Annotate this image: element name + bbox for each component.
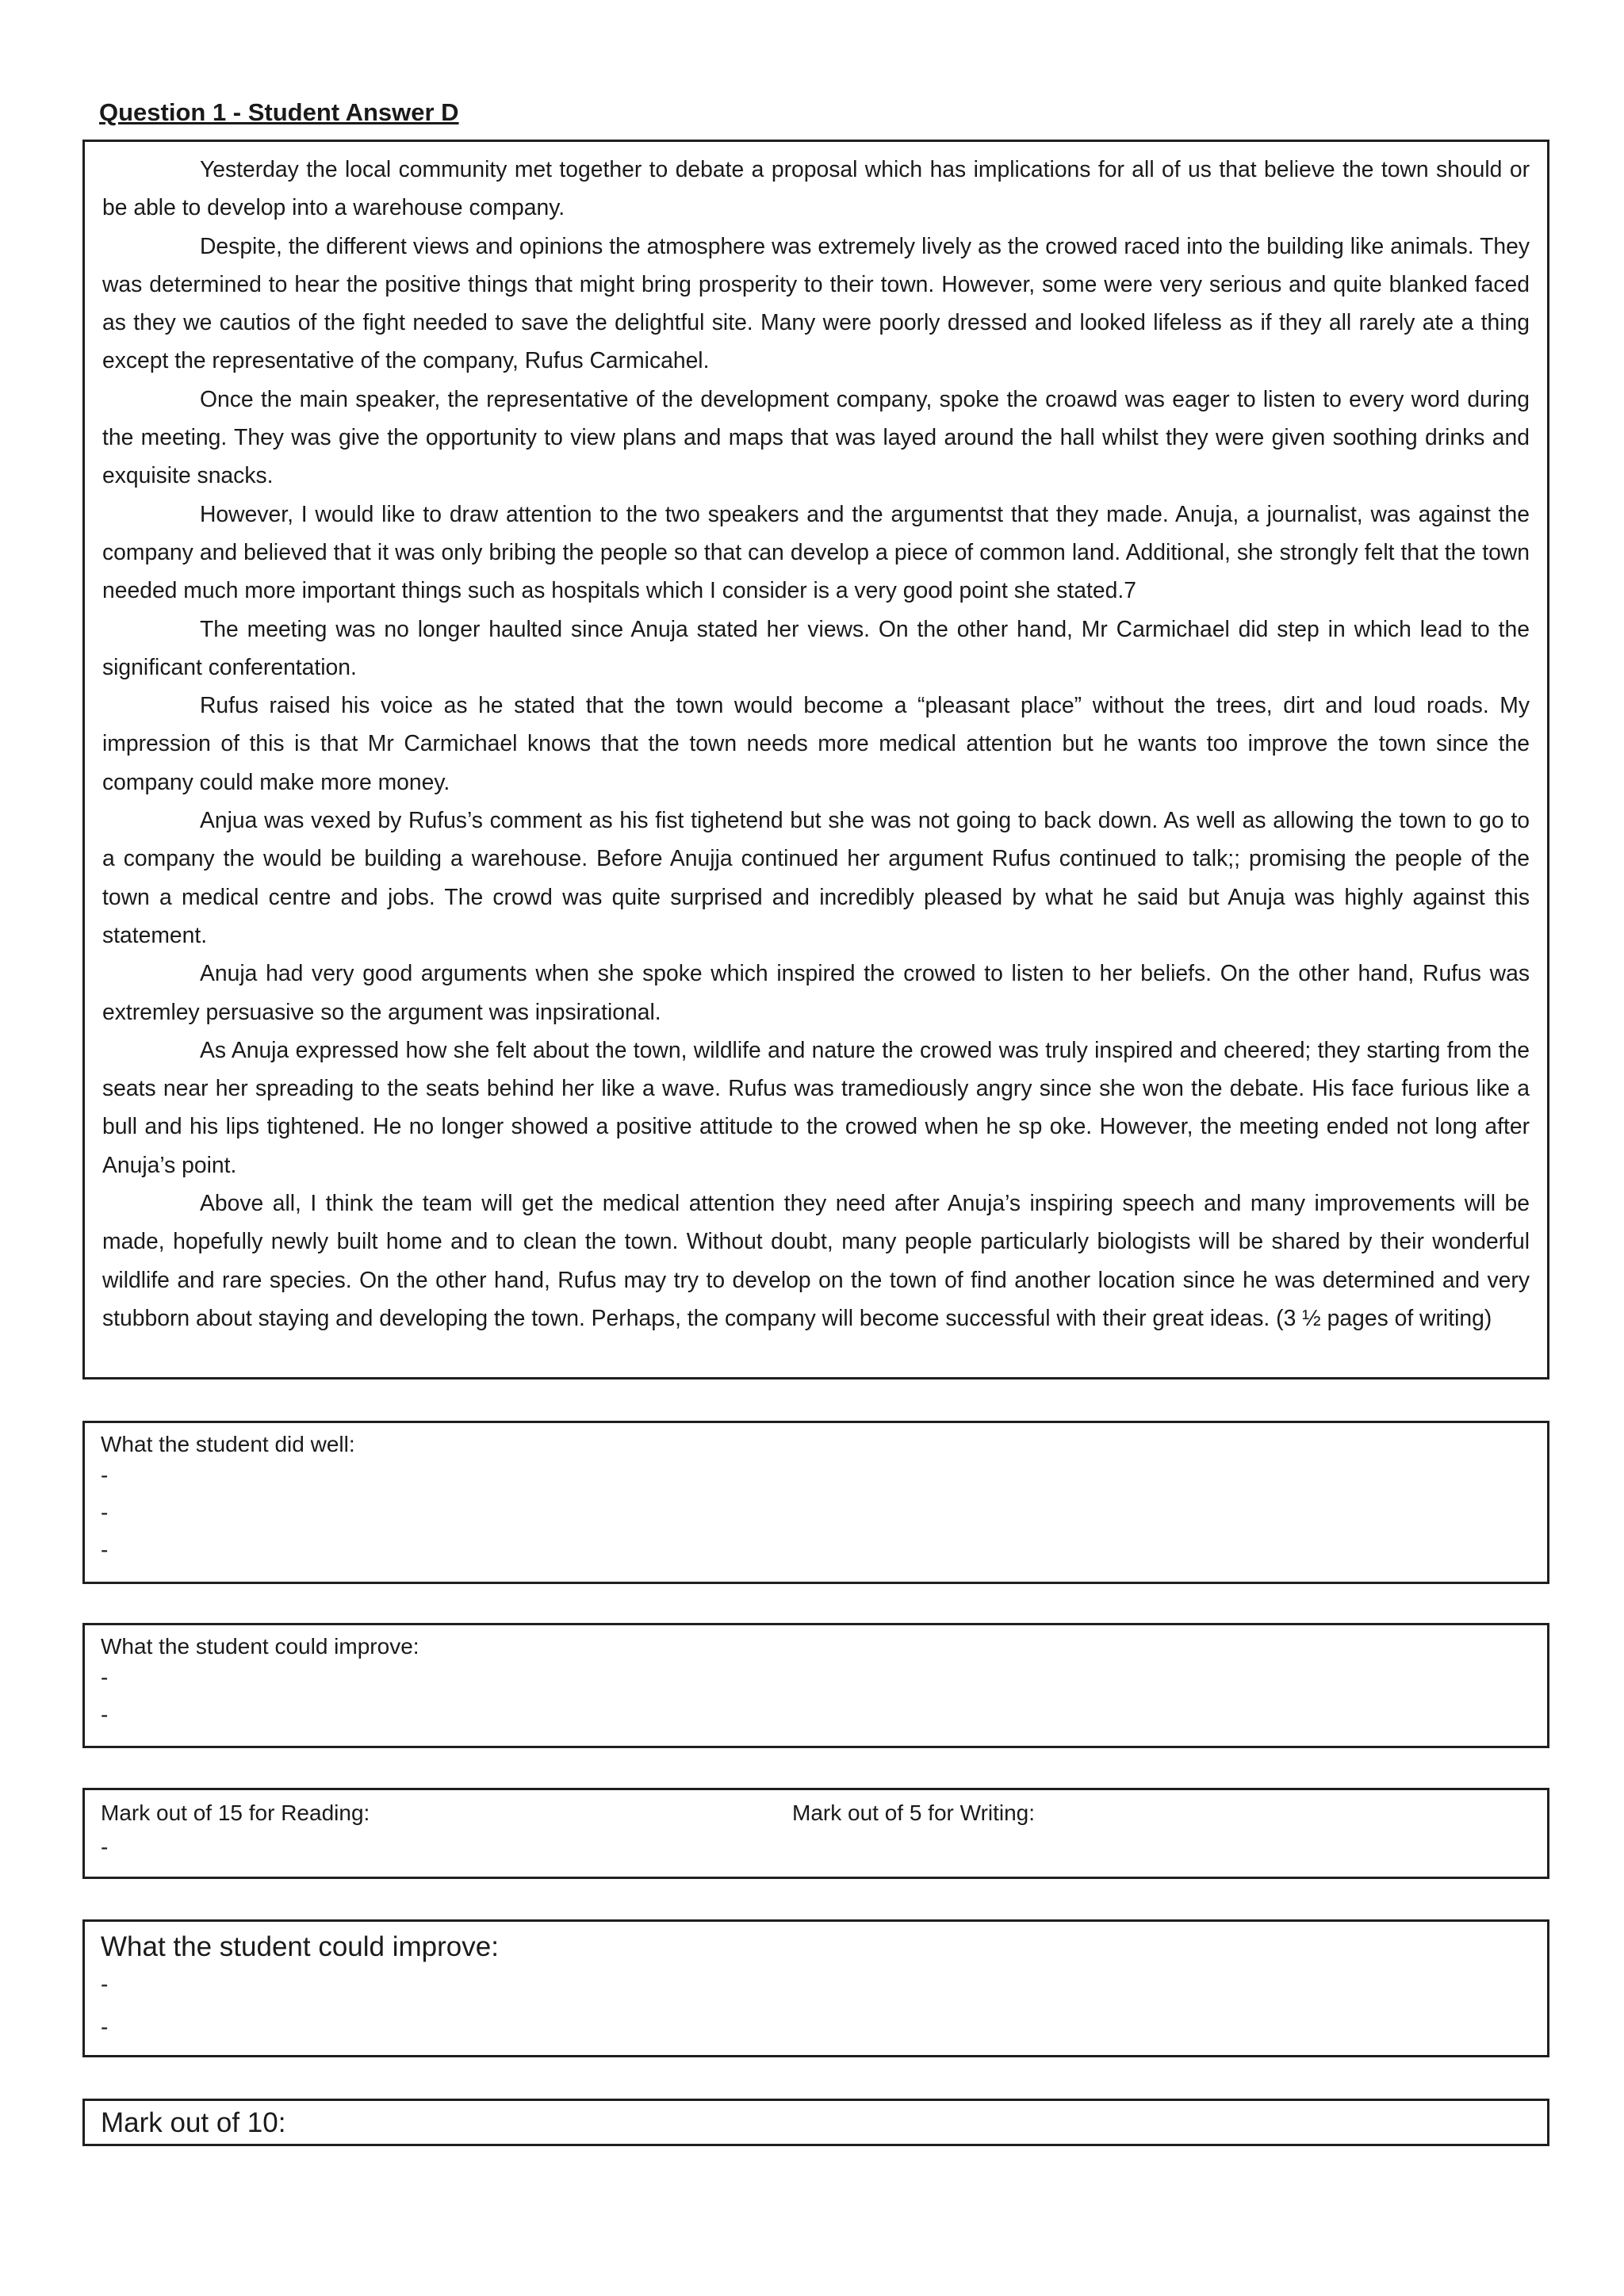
reading-mark-label: Mark out of 15 for Reading: — [101, 1800, 370, 1825]
could-improve-label: What the student could improve: — [101, 1634, 419, 1659]
essay-paragraph: Yesterday the local community met together to debate a proposal which has implications for all of us that believe the town should or be able to develop into a warehouse company. — [102, 156, 1530, 220]
writing-mark-label: Mark out of 5 for Writing: — [792, 1800, 1036, 1825]
did-well-bullet: - — [101, 1463, 109, 1487]
essay-paragraph: As Anuja expressed how she felt about the town, wildlife and nature the crowed was truly inspired and cheered; they starting from the seats near her spreading to the seats behind her like a wave. Rufus was tramediously angry since she won the debate. His face furious like a bull and his lips tightened. He no longer showed a positive attitude to the crowed when he sp oke. However, the meeting ended not long after Anuja’s point. — [102, 1036, 1530, 1177]
could-improve-bullet-2: - — [101, 2015, 109, 2039]
essay-paragraph: Anuja had very good arguments when she spoke which inspired the crowed to listen to her beliefs. On the other hand, Rufus was extremley persuasive so the argument was inpsirational. — [102, 960, 1530, 1024]
could-improve-box-2 — [82, 1919, 1549, 2057]
essay-paragraph: Once the main speaker, the representative of the development company, spoke the croawd was eager to listen to every word during the meeting. They was give the opportunity to view plans and maps that was layed around the hall whilst they were given soothing drinks and exquisite snacks. — [102, 385, 1530, 488]
page-title: Question 1 - Student Answer D — [99, 98, 459, 126]
could-improve-bullet-2: - — [101, 1972, 109, 1996]
did-well-bullet: - — [101, 1500, 109, 1525]
mark-out-of-10-label: Mark out of 10: — [101, 2107, 286, 2138]
marks-bullet: - — [101, 1835, 109, 1859]
mark-out-of-10-box — [82, 2099, 1549, 2146]
did-well-label: What the student did well: — [101, 1432, 355, 1456]
could-improve-box — [82, 1623, 1549, 1748]
could-improve-bullet: - — [101, 1702, 109, 1727]
did-well-bullet: - — [101, 1537, 109, 1562]
essay-paragraph: Rufus raised his voice as he stated that the town would become a “pleasant place” without the trees, dirt and loud roads. My impression of this is that Mr Carmichael knows that the town needs more medical attention but he wants too improve the town since the company could make more money. — [102, 692, 1530, 794]
could-improve-label-2: What the student could improve: — [101, 1931, 499, 1962]
essay-paragraph: Above all, I think the team will get the medical attention they need after Anuja’s inspiring speech and many improvements will be made, hopefully newly built home and to clean the town. Without doubt, many people particularly biologists will be shared by their wonderful wildlife and rare species. On the other hand, Rufus may try to develop on the town of find another location since he was determined and very stubborn about staying and developing the town. Perhaps, the company will become successful with their great ideas. (3 ½ pages of writing) — [102, 1190, 1530, 1330]
did-well-box — [82, 1421, 1549, 1584]
essay-paragraph: The meeting was no longer haulted since Anuja stated her views. On the other hand, Mr Carmichael did step in which lead to the significant conferentation. — [102, 615, 1530, 679]
essay-paragraph: However, I would like to draw attention to the two speakers and the argumentst that they made. Anuja, a journalist, was against the company and believed that it was only bribing the people so that can develop a piece of common land. Additional, she strongly felt that the town needed much more important things such as hospitals which I consider is a very good point she stated.7 — [102, 500, 1530, 603]
student-answer-box — [82, 140, 1549, 1380]
marks-box — [82, 1788, 1549, 1879]
essay-paragraph: Despite, the different views and opinions the atmosphere was extremely lively as the crowed raced into the building like animals. They was determined to hear the positive things that might bring prosperity to their town. However, some were very serious and quite blanked faced as they we cautios of the fight needed to save the delightful site. Many were poorly dressed and looked lifeless as if they all rarely ate a thing except the representative of the company, Rufus Carmicahel. — [102, 232, 1530, 373]
essay-paragraph: Anjua was vexed by Rufus’s comment as his fist tighetend but she was not going to back down. As well as allowing the town to go to a company the would be building a warehouse. Before Anujja continued her argument Rufus continued to talk;; promising the people of the town a medical centre and jobs. The crowd was quite surprised and incredibly pleased by what he said but Anuja was highly against this statement. — [102, 807, 1530, 947]
could-improve-bullet: - — [101, 1665, 109, 1689]
